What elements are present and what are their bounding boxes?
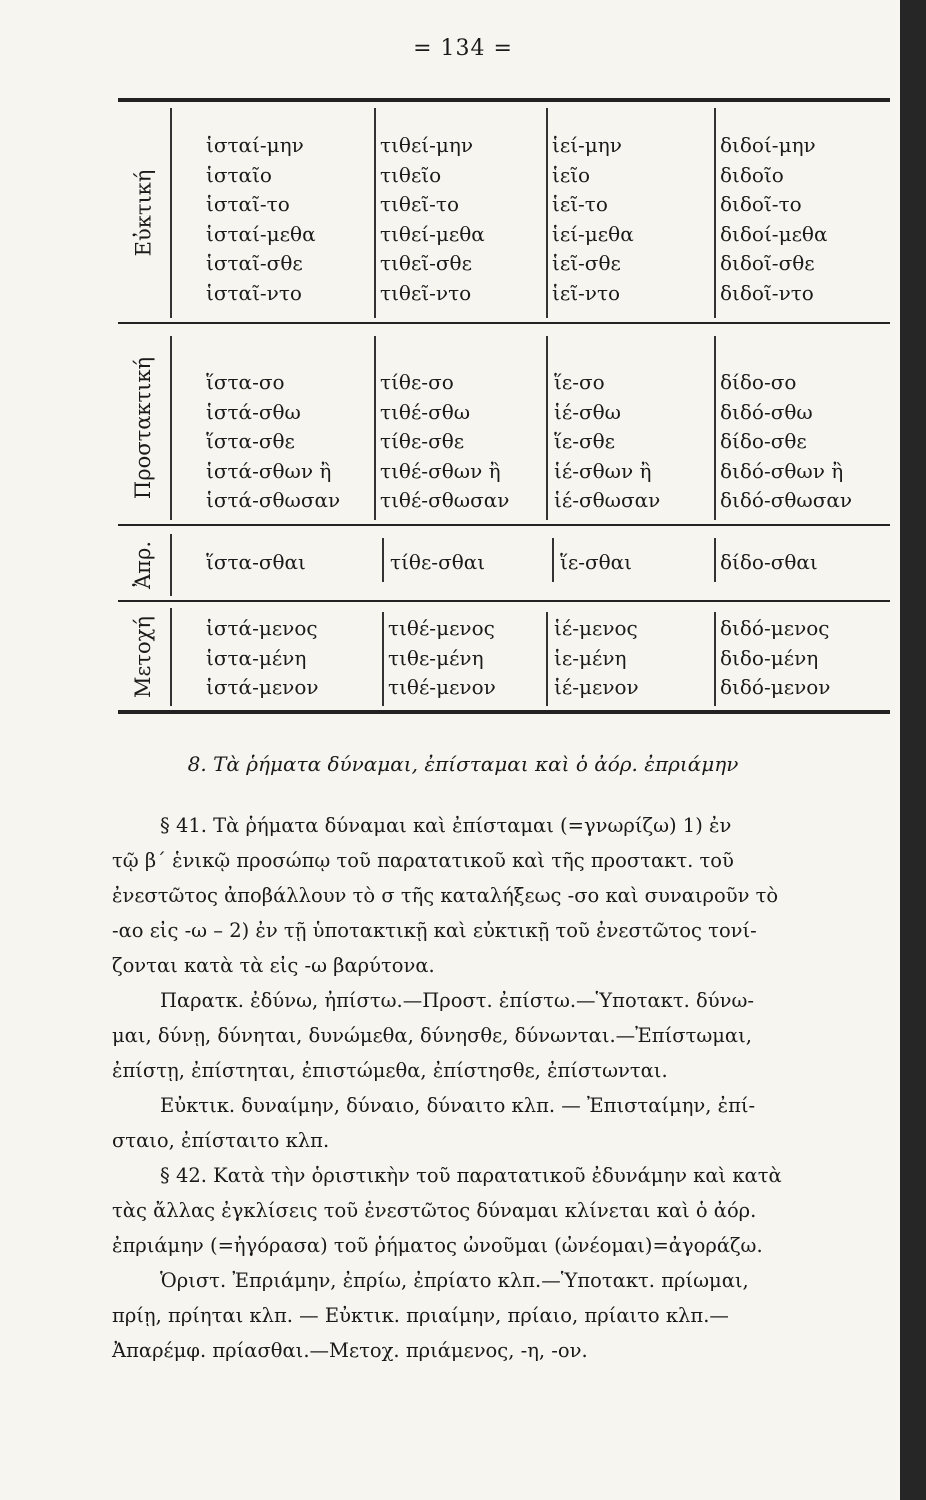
col-divider xyxy=(714,612,716,706)
mood-label-imperative: Προστακτική xyxy=(131,356,155,500)
paragraph-line: Παρατκ. ἐδύνω, ἠπίστω.—Προστ. ἐπίστω.—Ὑποτακτ. δύνω- xyxy=(160,989,754,1012)
paragraph-line: Εὐκτικ. δυναίμην, δύναιο, δύναιτο κλπ. — Ἐπισταίμην, ἐπί- xyxy=(160,1094,756,1117)
table-cell: διδοί-μην διδοῖο διδοῖ-το διδοί-μεθα διδοῖ-σθε διδοῖ-ντο xyxy=(720,133,828,305)
col-divider xyxy=(546,108,548,318)
row-divider xyxy=(118,600,890,602)
paragraph-line: τὰς ἄλλας ἐγκλίσεις τοῦ ἐνεστῶτος δύναμαι κλίνεται καὶ ὁ ἀόρ. xyxy=(112,1199,757,1222)
col-divider xyxy=(170,336,172,520)
paragraph-line: σταιο, ἐπίσταιτο κλπ. xyxy=(112,1129,330,1152)
table-cell: ἵστα-σθαι xyxy=(206,550,306,574)
col-divider xyxy=(714,538,716,582)
col-divider xyxy=(170,534,172,596)
table-top-rule xyxy=(118,98,890,102)
table-cell: τιθέ-μενος τιθε-μένη τιθέ-μενον xyxy=(388,616,496,699)
table-cell: τιθεί-μην τιθεῖο τιθεῖ-το τιθεί-μεθα τιθεῖ-σθε τιθεῖ-ντο xyxy=(380,133,485,305)
table-cell: ἱσταί-μην ἱσταῖο ἱσταῖ-το ἱσταί-μεθα ἱσταῖ-σθε ἱσταῖ-ντο xyxy=(206,133,316,305)
paragraph-line: § 41. Τὰ ῥήματα δύναμαι καὶ ἐπίσταμαι (=γνωρίζω) 1) ἐν xyxy=(160,814,732,837)
mood-label-optative: Εὐκτική xyxy=(131,169,155,257)
paragraph-line: § 42. Κατὰ τὴν ὁριστικὴν τοῦ παρατατικοῦ ἐδυνάμην καὶ κατὰ xyxy=(160,1164,782,1187)
col-divider xyxy=(382,538,384,582)
table-cell: διδό-μενος διδο-μένη διδό-μενον xyxy=(720,616,831,699)
row-divider xyxy=(118,524,890,526)
page-edge-shadow xyxy=(900,0,926,1500)
col-divider xyxy=(374,336,376,520)
section-heading: 8. Τὰ ῥήματα δύναμαι, ἐπίσταμαι καὶ ὁ ἀόρ. ἐπριάμην xyxy=(187,752,739,776)
table-bottom-rule xyxy=(118,710,890,714)
table-cell: ἱεί-μην ἱεῖο ἱεῖ-το ἱεί-μεθα ἱεῖ-σθε ἱεῖ-ντο xyxy=(552,133,634,305)
paragraph-line: πρίῃ, πρίηται κλπ. — Εὐκτικ. πριαίμην, πρίαιο, πρίαιτο κλπ.— xyxy=(112,1304,729,1327)
col-divider xyxy=(382,612,384,706)
paragraph-line: ζονται κατὰ τὰ εἰς -ω βαρύτονα. xyxy=(112,954,435,977)
paragraph-line: Ὁριστ. Ἐπριάμην, ἐπρίω, ἐπρίατο κλπ.—Ὑποτακτ. πρίωμαι, xyxy=(160,1269,749,1292)
paragraph-line: ἐπριάμην (=ἠγόρασα) τοῦ ῥήματος ὠνοῦμαι (ὠνέομαι)=ἀγοράζω. xyxy=(112,1234,763,1257)
col-divider xyxy=(546,336,548,520)
table-cell: τίθε-σο τιθέ-σθω τίθε-σθε τιθέ-σθων ἢ τιθέ-σθωσαν xyxy=(380,370,510,512)
col-divider xyxy=(552,538,554,582)
body-text xyxy=(112,808,902,1368)
col-divider xyxy=(546,612,548,706)
table-cell: ἱστά-μενος ἱστα-μένη ἱστά-μενον xyxy=(206,616,319,699)
paragraph-line: ἐπίστῃ, ἐπίστηται, ἐπιστώμεθα, ἐπίστησθε, ἐπίστωνται. xyxy=(112,1059,668,1082)
table-cell: ἵε-σθαι xyxy=(560,550,633,574)
col-divider xyxy=(714,336,716,520)
paragraph-line: μαι, δύνῃ, δύνηται, δυνώμεθα, δύνησθε, δύνωνται.—Ἐπίστωμαι, xyxy=(112,1024,752,1047)
table-cell: ἵε-σο ἱέ-σθω ἵε-σθε ἱέ-σθων ἢ ἱέ-σθωσαν xyxy=(554,370,661,512)
paragraph-line: Ἀπαρέμφ. πρίασθαι.—Μετοχ. πριάμενος, -η, -ον. xyxy=(112,1339,588,1362)
paragraph-line: τῷ β΄ ἑνικῷ προσώπῳ τοῦ παρατατικοῦ καὶ τῆς προστακτ. τοῦ xyxy=(112,849,734,872)
mood-label-participle: Μετοχή xyxy=(131,616,156,698)
table-cell: δίδο-σο διδό-σθω δίδο-σθε διδό-σθων ἢ διδό-σθωσαν xyxy=(720,370,853,512)
mood-label-infinitive: Ἀπρ. xyxy=(131,541,155,589)
col-divider xyxy=(714,108,716,318)
col-divider xyxy=(374,108,376,318)
paragraph-line: -αο εἰς -ω – 2) ἐν τῇ ὑποτακτικῇ καὶ εὐκτικῇ τοῦ ἐνεστῶτος τονί- xyxy=(112,919,757,942)
table-cell: τίθε-σθαι xyxy=(390,550,486,574)
page-number: = 134 = xyxy=(413,36,513,61)
paragraph-line: ἐνεστῶτος ἀποβάλλουν τὸ σ τῆς καταλήξεως -σο καὶ συναιροῦν τὸ xyxy=(112,884,779,907)
col-divider xyxy=(170,608,172,706)
row-divider xyxy=(118,322,890,324)
col-divider xyxy=(170,108,172,318)
table-cell: ἱέ-μενος ἱε-μένη ἱέ-μενον xyxy=(554,616,639,699)
conjugation-table xyxy=(118,96,896,716)
table-cell: ἵστα-σο ἱστά-σθω ἵστα-σθε ἱστά-σθων ἢ ἱστά-σθωσαν xyxy=(206,370,341,512)
table-cell: δίδο-σθαι xyxy=(720,550,818,574)
